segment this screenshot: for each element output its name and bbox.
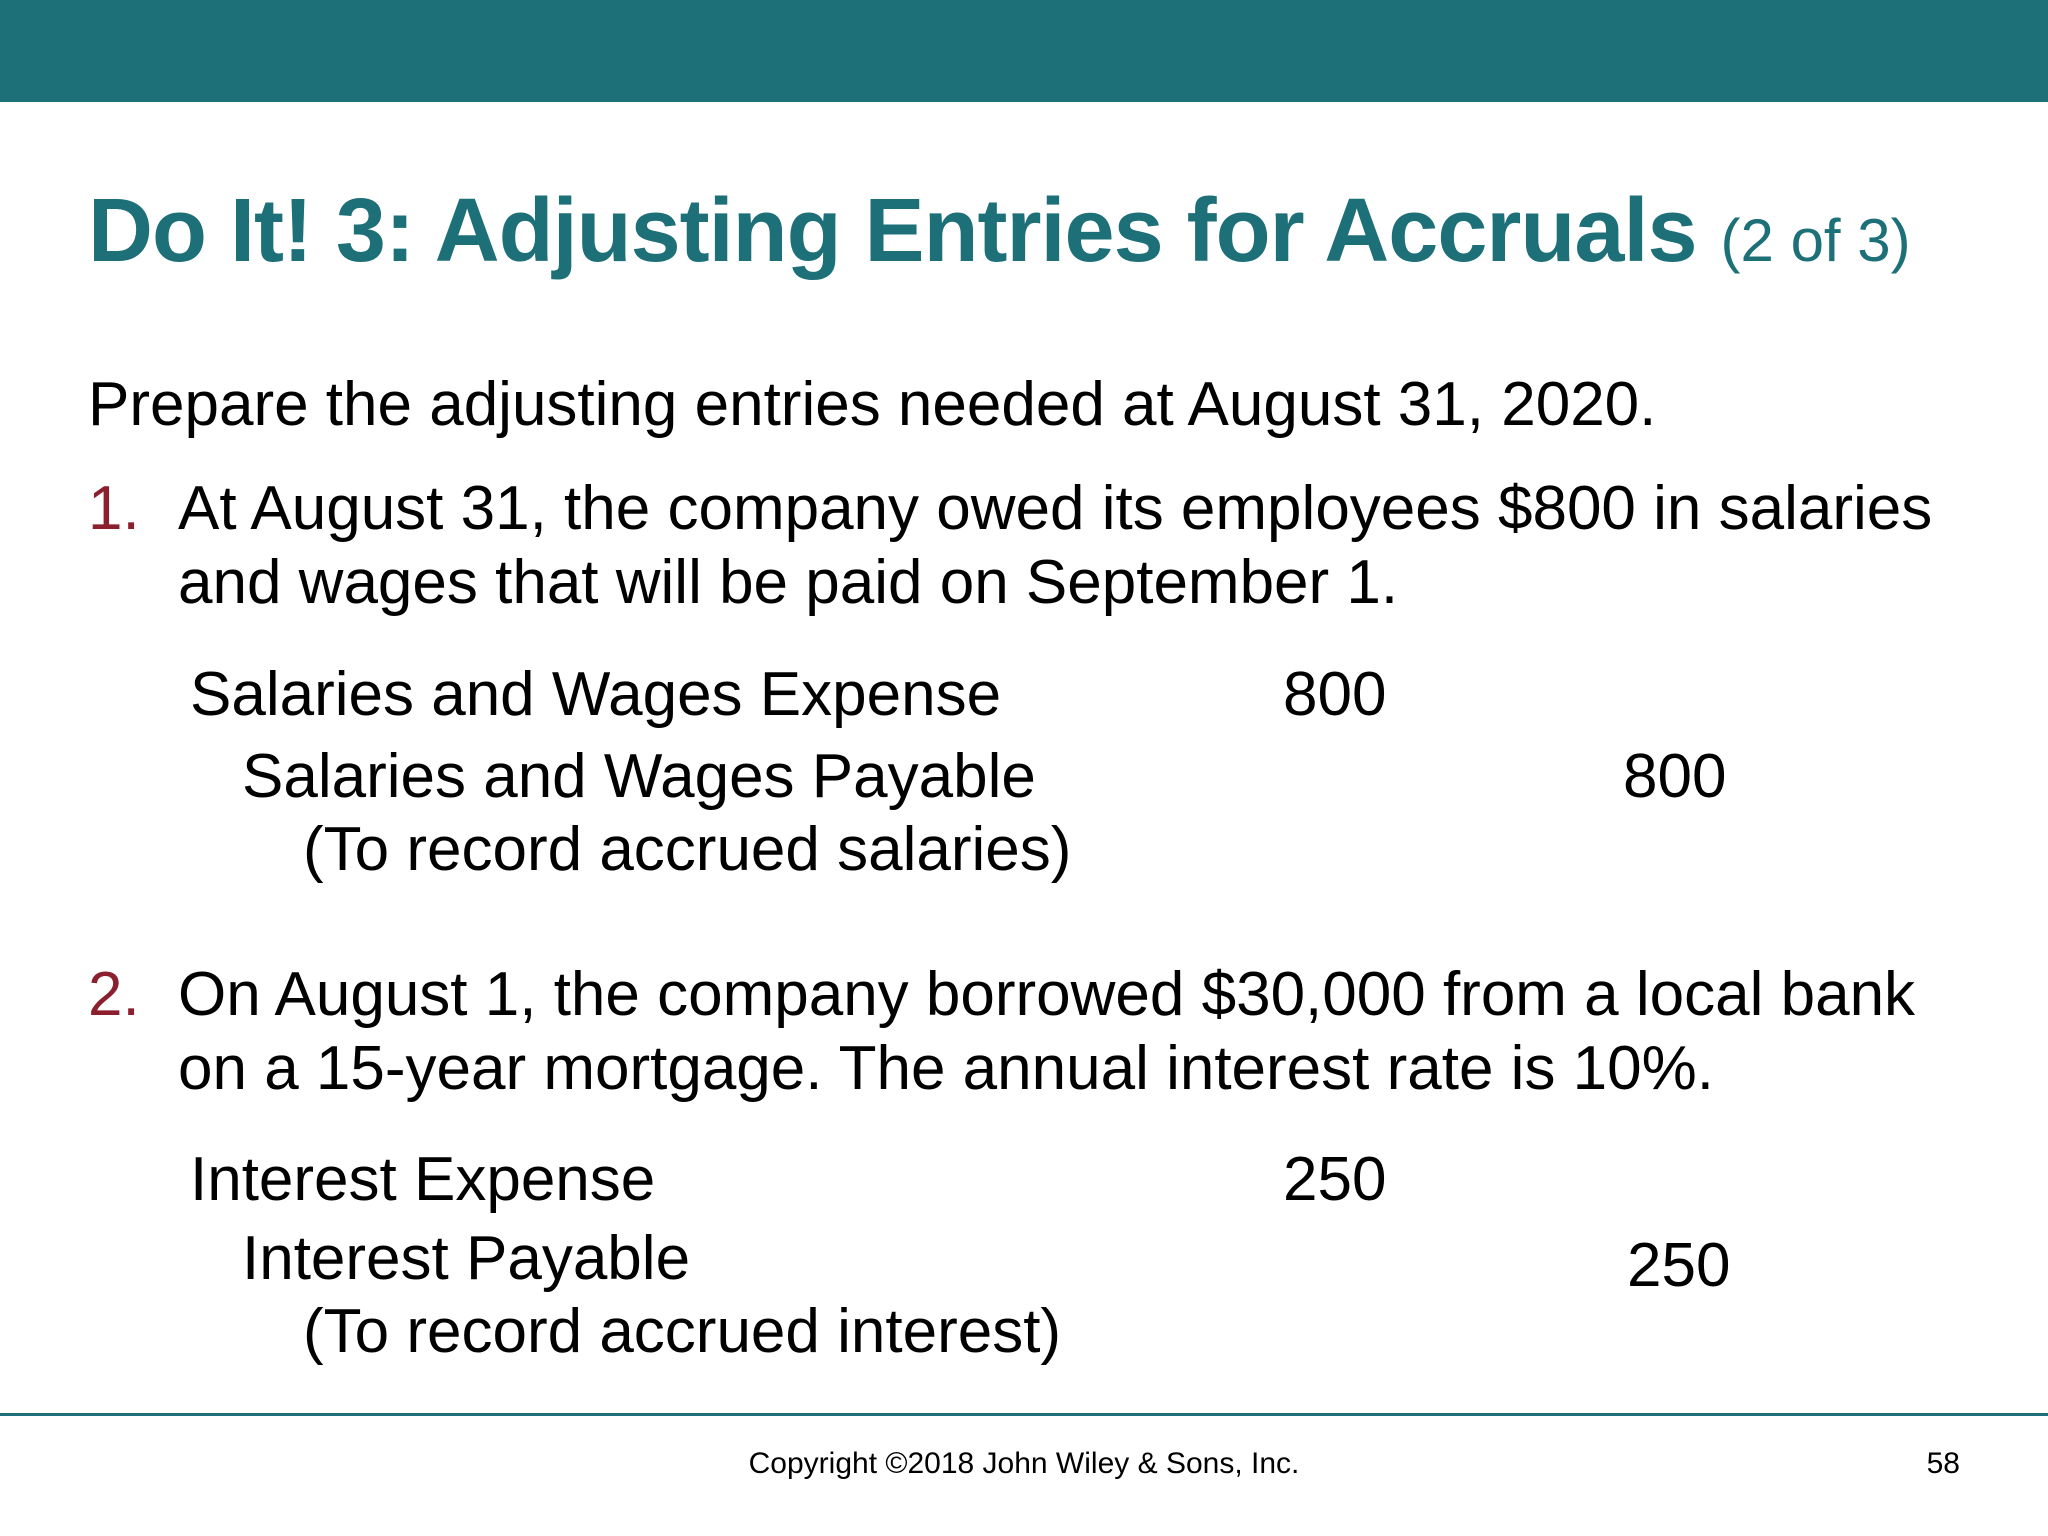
- page-number: 58: [1926, 1447, 1960, 1480]
- item-1-explanation: (To record accrued salaries): [303, 815, 1072, 884]
- slide-title: [88, 181, 1911, 281]
- copyright-text: Copyright ©2018 John Wiley & Sons, Inc.: [748, 1447, 1300, 1480]
- top-accent-bar: [0, 0, 2048, 102]
- item-1-number: 1.: [88, 474, 140, 543]
- item-1-line-1: At August 31, the company owed its employees $800 in salaries: [178, 474, 1933, 543]
- item-1-debit-amount: 800: [1283, 660, 1387, 729]
- item-2-debit-amount: 250: [1283, 1145, 1387, 1214]
- slide-title-suffix: (2 of 3): [1720, 207, 1911, 274]
- slide-title-main: Do It! 3: Adjusting Entries for Accruals: [88, 181, 1697, 281]
- item-1-debit-account: Salaries and Wages Expense: [190, 660, 1002, 729]
- item-1-line-2: and wages that will be paid on September 1.: [178, 548, 1399, 617]
- intro-text: Prepare the adjusting entries needed at August 31, 2020.: [88, 370, 1657, 439]
- item-2-debit-account: Interest Expense: [190, 1145, 656, 1214]
- item-2-credit-account: Interest Payable: [242, 1224, 691, 1293]
- item-1-credit-amount: 800: [1623, 742, 1727, 811]
- item-2-line-2: on a 15-year mortgage. The annual interest rate is 10%.: [178, 1034, 1714, 1103]
- item-2-explanation: (To record accrued interest): [303, 1297, 1062, 1366]
- item-2-line-1: On August 1, the company borrowed $30,000 from a local bank: [178, 960, 1916, 1029]
- item-2-number: 2.: [88, 960, 140, 1029]
- item-2-credit-amount: 250: [1627, 1231, 1731, 1300]
- footer-divider: [0, 1413, 2048, 1416]
- item-1-credit-account: Salaries and Wages Payable: [242, 742, 1036, 811]
